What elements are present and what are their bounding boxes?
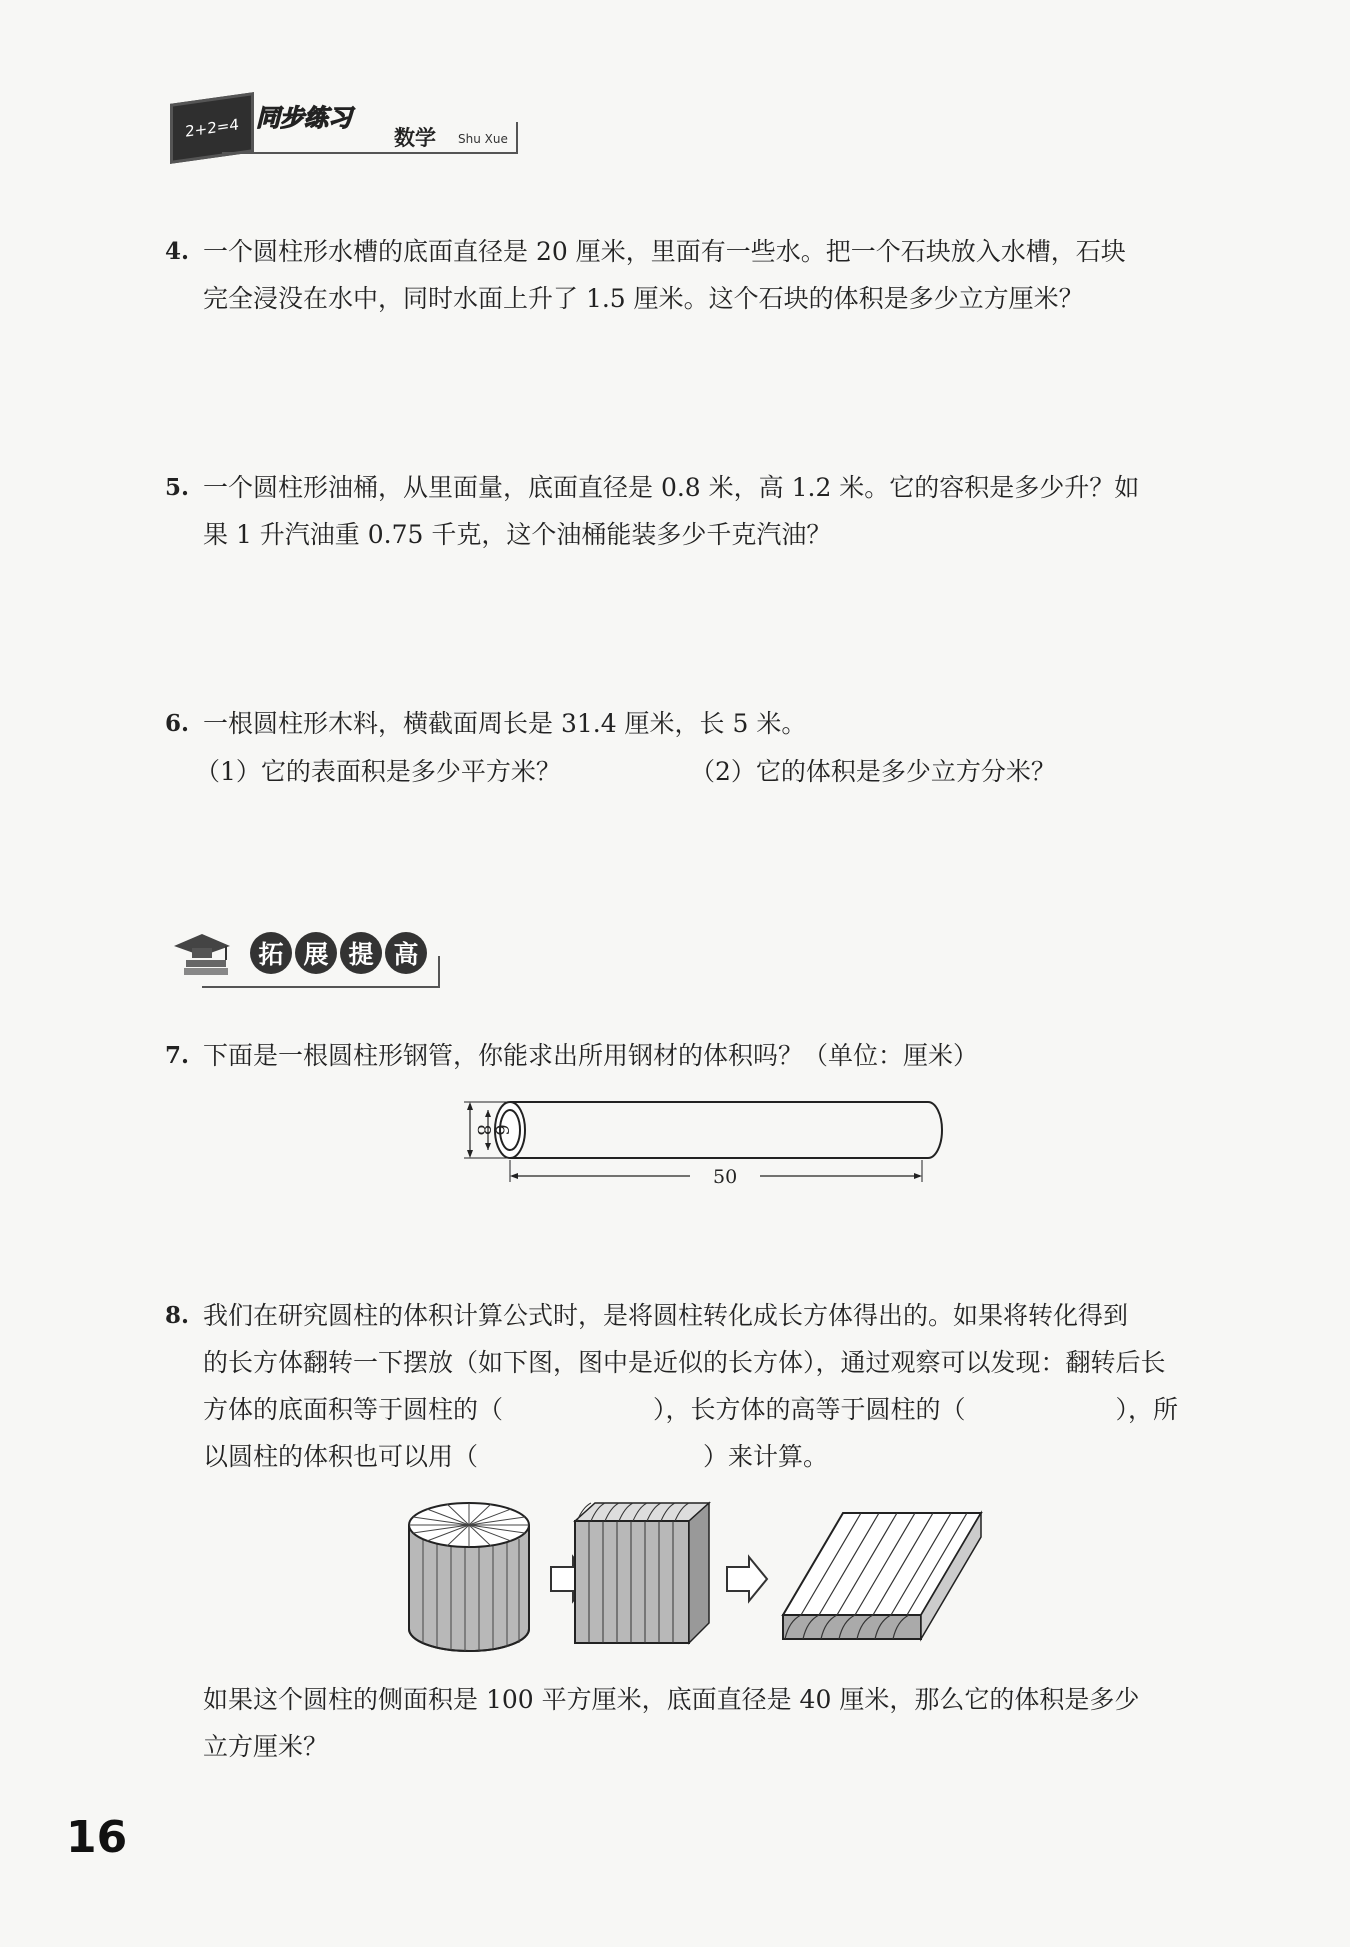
graduation-cap-icon: [172, 930, 232, 982]
question-text-line: 我们在研究圆柱的体积计算公式时，是将圆柱转化成长方体得出的。如果将转化得到: [203, 1301, 1129, 1330]
banner-rule-end: [438, 956, 440, 986]
section-banner: [162, 920, 442, 1000]
arrow-right-icon: [727, 1557, 767, 1601]
question-text-line: 的长方体翻转一下摆放（如下图，图中是近似的长方体），通过观察可以发现：翻转后长: [203, 1348, 1166, 1377]
cuboid-upright-figure: [575, 1503, 709, 1643]
question-text-line: 一个圆柱形油桶，从里面量，底面直径是 0.8 米，高 1.2 米。它的容积是多少升？如: [203, 473, 1140, 502]
cylinder-to-cuboid-diagram: [405, 1495, 1005, 1655]
length-label: 50: [713, 1166, 738, 1188]
question-text-line: 下面是一根圆柱形钢管，你能求出所用钢材的体积吗？（单位：厘米）: [203, 1041, 979, 1070]
cuboid-flipped-figure: [783, 1513, 981, 1639]
question-text-line: 一个圆柱形水槽的底面直径是 20 厘米，里面有一些水。把一个石块放入水槽，石块: [203, 237, 1126, 266]
question-text-line: 立方厘米？: [203, 1732, 329, 1761]
sub-question-a: （1）它的表面积是多少平方米？: [195, 757, 561, 786]
inner-diameter-label: 6: [491, 1124, 512, 1136]
steel-pipe-diagram: [450, 1090, 950, 1200]
question-text-line: 完全浸没在水中，同时水面上升了 1.5 厘米。这个石块的体积是多少立方厘米？: [203, 284, 1084, 313]
banner-char: 拓: [250, 932, 292, 974]
banner-rule: [202, 986, 440, 988]
banner-char: 提: [340, 932, 382, 974]
header-rule: [222, 152, 518, 154]
outer-diameter-label: 8: [473, 1124, 494, 1136]
banner-title: [250, 932, 427, 974]
chalkboard-text: 2+2=4: [185, 115, 239, 141]
header-pinyin: Shu Xue: [458, 132, 508, 146]
question-text-line: 如果这个圆柱的侧面积是 100 平方厘米，底面直径是 40 厘米，那么它的体积是多少: [203, 1685, 1140, 1714]
question-number: 7.: [165, 1042, 190, 1069]
question-number: 6.: [165, 710, 190, 737]
question-text-line: 以圆柱的体积也可以用（ ）来计算。: [203, 1442, 829, 1471]
question-number: 4.: [165, 238, 190, 265]
banner-char: 展: [295, 932, 337, 974]
page-number: 16: [66, 1812, 128, 1863]
header-subject: 数学: [394, 126, 436, 150]
question-text-line: 一根圆柱形木料，横截面周长是 31.4 厘米，长 5 米。: [203, 709, 807, 738]
question-text-line: 方体的底面积等于圆柱的（ ），长方体的高等于圆柱的（ ），所: [203, 1395, 1179, 1424]
banner-char: 高: [385, 932, 427, 974]
cylinder-figure: [409, 1503, 529, 1651]
question-number: 8.: [165, 1302, 190, 1329]
header-title: 同步练习: [256, 104, 352, 132]
sub-question-b: （2）它的体积是多少立方分米？: [690, 757, 1056, 786]
header-rule-end: [516, 122, 518, 152]
page-header: [162, 92, 522, 172]
question-number: 5.: [165, 474, 190, 501]
question-text-line: 果 1 升汽油重 0.75 千克，这个油桶能装多少千克汽油？: [203, 520, 832, 549]
